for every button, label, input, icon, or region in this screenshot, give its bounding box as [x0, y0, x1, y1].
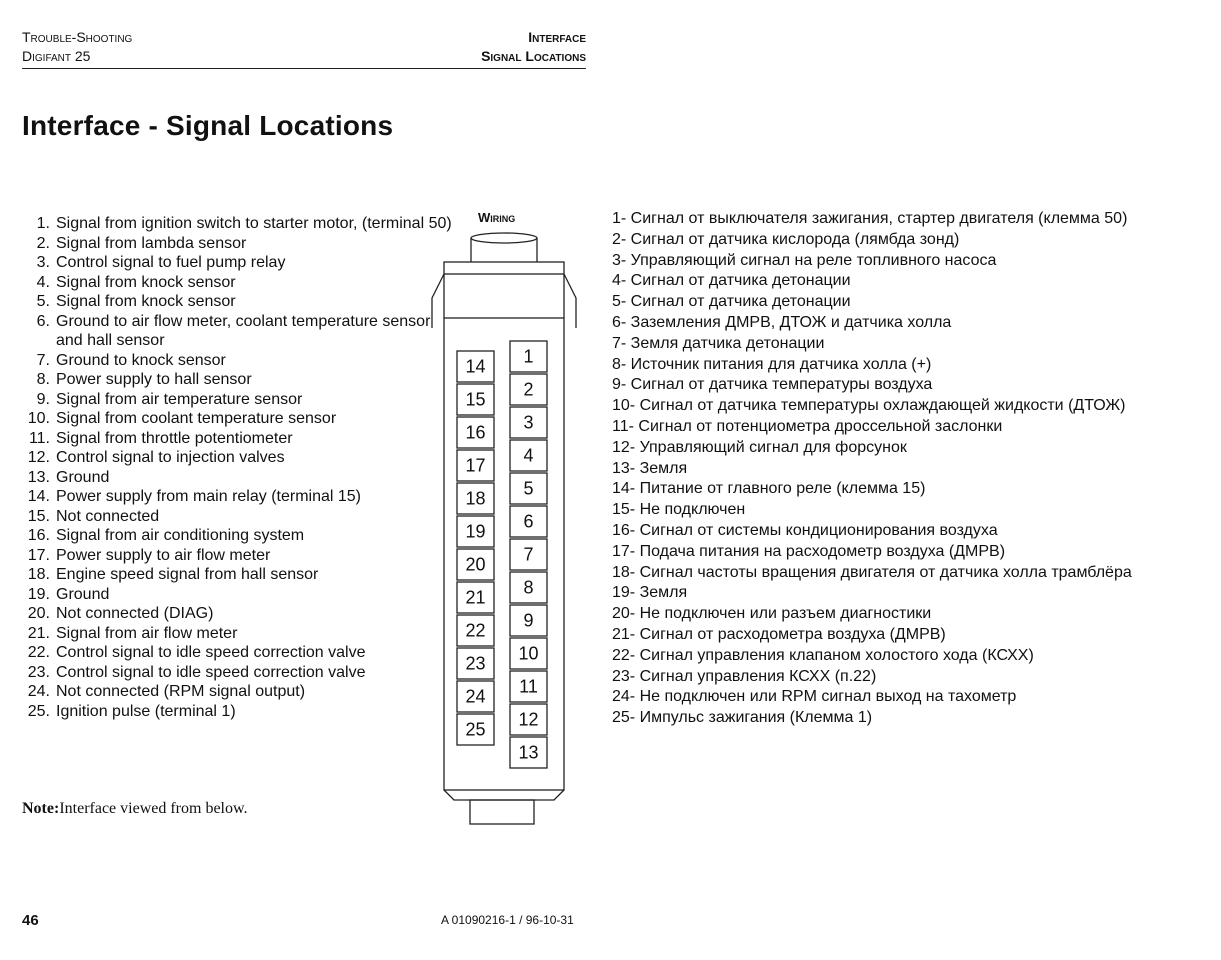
signal-item-ru: 17- Подача питания на расходометр воздуха (ДМРВ): [612, 542, 1006, 560]
signal-item: [22, 585, 452, 605]
signal-item-ru: 18- Сигнал частоты вращения двигателя от датчика холла трамблёра: [612, 563, 1132, 581]
pin: [457, 417, 494, 448]
signal-item-ru: 4- Сигнал от датчика детонации: [612, 272, 851, 290]
pin: [457, 615, 494, 646]
signal-number: 13.: [27, 468, 50, 486]
signal-description: [56, 507, 159, 527]
signal-number: 16.: [27, 527, 50, 544]
pin: [457, 582, 494, 613]
signal-number: 14.: [27, 488, 50, 505]
pin: [510, 407, 547, 438]
signal-description: [56, 624, 237, 644]
header-subtopic: Signal Locations: [481, 48, 586, 64]
pin: [510, 671, 547, 702]
signal-description: [56, 390, 302, 410]
pin-number: 8: [523, 577, 534, 598]
signal-number: 22.: [27, 644, 50, 661]
signal-description: [56, 526, 304, 546]
signal-item: [22, 292, 452, 312]
signal-item: [22, 234, 452, 254]
connector-diagram: [428, 228, 580, 828]
pin-number: 13: [518, 742, 539, 763]
signal-description: [56, 565, 318, 585]
signal-description-line: Signal from knock sensor: [56, 293, 236, 310]
signal-number: 7.: [36, 351, 50, 369]
pin-number: 25: [465, 719, 486, 740]
signal-description-line: Control signal to idle speed correction valve: [56, 644, 366, 661]
note: [22, 800, 248, 818]
pin: [457, 351, 494, 382]
signal-item-ru: 19- Земля: [612, 584, 688, 602]
signal-item-ru: 16- Сигнал от системы кондиционирования воздуха: [612, 521, 998, 539]
signal-item-ru: 22- Сигнал управления клапаном холостого хода (КСХХ): [612, 646, 1034, 664]
signal-item-ru: 11- Сигнал от потенциометра дроссельной заслонки: [612, 417, 1003, 435]
signal-item: [22, 702, 452, 722]
signal-description-line: Power supply to hall sensor: [56, 371, 252, 388]
signal-description: [56, 409, 336, 429]
signal-description-line: Signal from coolant temperature sensor: [56, 410, 337, 427]
signal-number: 18.: [27, 566, 50, 583]
pin-number: 10: [518, 643, 539, 664]
signal-item: [22, 409, 452, 429]
signal-item-ru: 3- Управляющий сигнал на реле топливного насоса: [612, 251, 997, 269]
header-section: Trouble-Shooting: [22, 29, 133, 45]
signal-description: [56, 468, 109, 488]
signal-number: 19.: [27, 585, 50, 603]
pin-number: 3: [523, 412, 534, 433]
signal-description-line: Ground: [56, 585, 110, 603]
pin-number: 16: [465, 422, 486, 443]
page-title: Interface - Signal Locations: [22, 110, 394, 141]
signal-description-line: Signal from air temperature sensor: [56, 390, 303, 408]
signal-list-russian: [612, 209, 1132, 729]
signal-item: [22, 682, 452, 702]
note-text: Interface viewed from below.: [59, 800, 248, 817]
signal-item-ru: 9- Сигнал от датчика температуры воздуха: [612, 376, 933, 394]
signal-item-ru: 14- Питание от главного реле (клемма 15): [612, 480, 926, 498]
signal-description: [56, 253, 285, 273]
signal-description: [56, 234, 246, 254]
pin: [457, 450, 494, 481]
pin: [510, 374, 547, 405]
signal-item-ru: 24- Не подключен или RPM сигнал выход на тахометр: [612, 688, 1017, 706]
signal-item: [22, 351, 452, 371]
signal-number: 10.: [27, 410, 50, 427]
header-left: [22, 28, 132, 66]
signal-number: 5.: [36, 293, 50, 310]
pin-number: 6: [523, 511, 534, 532]
signal-number: 24.: [27, 683, 50, 700]
signal-item-ru: 8- Источник питания для датчика холла (+): [612, 355, 932, 373]
signal-item: [22, 429, 452, 449]
signal-description-line: Signal from ignition switch to starter motor, (terminal 50): [56, 215, 452, 232]
pin: [510, 704, 547, 735]
signal-description-line: Signal from air conditioning system: [56, 527, 305, 544]
document-code: A 01090216-1 / 96-10-31: [441, 913, 574, 927]
signal-number: 4.: [36, 273, 50, 291]
pin-column-left: [457, 351, 494, 745]
pin-number: 22: [465, 620, 486, 641]
signal-item-ru: 10- Сигнал от датчика температуры охлаждающей жидкости (ДТОЖ): [612, 397, 1126, 415]
signal-item-ru: 25- Импульс зажигания (Клемма 1): [612, 709, 873, 727]
signal-description-line: Ignition pulse (terminal 1): [56, 702, 236, 720]
signal-description: [56, 546, 270, 566]
signal-description-line: Signal from lambda sensor: [56, 234, 247, 252]
signal-item: [22, 507, 452, 527]
signal-item: [22, 214, 452, 234]
signal-description: [56, 643, 366, 663]
signal-number: 3.: [36, 254, 50, 271]
pin: [457, 516, 494, 547]
signal-list-english: [22, 214, 452, 721]
header-topic: Interface: [528, 29, 586, 45]
signal-number: 1.: [36, 215, 50, 232]
signal-description-line: Ground to knock sensor: [56, 351, 226, 369]
signal-item: [22, 526, 452, 546]
signal-description: [56, 273, 236, 293]
pin-number: 20: [465, 554, 486, 575]
pin: [457, 681, 494, 712]
signal-item: [22, 487, 452, 507]
signal-number: 21.: [27, 624, 50, 642]
signal-item-ru: 2- Сигнал от датчика кислорода (лямбда зонд): [612, 230, 960, 248]
signal-description: [56, 351, 226, 371]
connector-outline: [432, 233, 576, 824]
pin-number: 1: [523, 346, 534, 367]
pin-number: 18: [465, 488, 486, 509]
signal-description: [56, 214, 452, 234]
signal-item-ru: 23- Сигнал управления КСХХ (п.22): [612, 667, 877, 685]
signal-item: [22, 448, 452, 468]
pin: [510, 737, 547, 768]
header-right: [380, 28, 586, 66]
pin-number: 2: [523, 379, 534, 400]
signal-number: 8.: [36, 371, 50, 388]
signal-number: 9.: [36, 390, 50, 408]
signal-description-line: Power supply to air flow meter: [56, 546, 271, 564]
signal-description: [56, 702, 236, 722]
pin-number: 11: [519, 676, 538, 697]
pin: [457, 483, 494, 514]
signal-number: 11.: [28, 429, 50, 447]
signal-item: [22, 565, 452, 585]
signal-item: [22, 663, 452, 683]
signal-item: [22, 273, 452, 293]
signal-description-line: Signal from throttle potentiometer: [56, 429, 293, 447]
wiring-label: Wiring: [478, 210, 516, 225]
signal-item-ru: 15- Не подключен: [612, 501, 746, 519]
pin: [510, 572, 547, 603]
signal-item-ru: 12- Управляющий сигнал для форсунок: [612, 438, 907, 456]
pin-column-right: [510, 341, 547, 768]
signal-item: [22, 624, 452, 644]
signal-description: [56, 370, 252, 390]
signal-item: [22, 468, 452, 488]
header-rule: [22, 68, 586, 69]
pin-number: 7: [523, 544, 534, 565]
signal-number: 25.: [27, 702, 50, 720]
signal-description-line: Ground: [56, 468, 110, 486]
signal-description-line: Control signal to idle speed correction valve: [56, 663, 366, 681]
pin: [457, 549, 494, 580]
pin-number: 14: [465, 356, 486, 377]
signal-description: [56, 604, 213, 624]
pin: [510, 341, 547, 372]
pin-number: 12: [518, 709, 539, 730]
signal-number: 20.: [27, 605, 50, 622]
pin: [510, 473, 547, 504]
signal-description-line: Signal from air flow meter: [56, 624, 238, 642]
signal-description-line: Engine speed signal from hall sensor: [56, 566, 319, 583]
signal-item: [22, 312, 452, 351]
signal-item-ru: 21- Сигнал от расходометра воздуха (ДМРВ): [612, 625, 946, 643]
signal-description-line: Not connected: [56, 507, 160, 525]
signal-description: [56, 292, 236, 312]
signal-item: [22, 546, 452, 566]
signal-item: [22, 370, 452, 390]
pin-number: 23: [465, 653, 486, 674]
signal-description: [56, 585, 109, 605]
signal-item: [22, 604, 452, 624]
note-label: Note:: [22, 800, 60, 817]
signal-description-line: Signal from knock sensor: [56, 273, 236, 291]
page-number: 46: [22, 912, 39, 929]
pin: [510, 638, 547, 669]
signal-item-ru: 1- Сигнал от выключателя зажигания, стартер двигателя (клемма 50): [612, 210, 1128, 227]
signal-description-line: Not connected (RPM signal output): [56, 683, 306, 700]
pin-number: 9: [523, 610, 534, 631]
signal-description-line: and hall sensor: [56, 332, 165, 349]
signal-item-ru: 6- Заземления ДМРВ, ДТОЖ и датчика холла: [612, 313, 952, 331]
header-subsection: Digifant 25: [22, 48, 91, 64]
pin-number: 21: [465, 587, 486, 608]
pin: [457, 714, 494, 745]
signal-number: 17.: [27, 546, 50, 564]
signal-description-line: Control signal to injection valves: [56, 449, 285, 466]
pin-number: 19: [465, 521, 486, 542]
signal-item: [22, 643, 452, 663]
signal-number: 12.: [27, 449, 50, 466]
pin: [457, 648, 494, 679]
signal-description-line: Control signal to fuel pump relay: [56, 254, 286, 271]
signal-item-ru: 7- Земля датчика детонации: [612, 334, 825, 352]
signal-item-ru: 5- Сигнал от датчика детонации: [612, 293, 851, 311]
signal-description: [56, 487, 361, 507]
pin: [510, 506, 547, 537]
pin: [510, 605, 547, 636]
pin: [510, 539, 547, 570]
signal-item-ru: 20- Не подключен или разъем диагностики: [612, 605, 932, 623]
pin-number: 17: [465, 455, 486, 476]
signal-description: [56, 663, 366, 683]
signal-number: 6.: [36, 312, 50, 330]
signal-item: [22, 253, 452, 273]
signal-item: [22, 390, 452, 410]
signal-item-ru: 13- Земля: [612, 459, 688, 477]
signal-description: [56, 682, 305, 702]
signal-description-line: Ground to air flow meter, coolant temperature sensor: [56, 312, 431, 330]
signal-description-line: Not connected (DIAG): [56, 605, 214, 622]
pin-number: 24: [465, 686, 486, 707]
signal-number: 15.: [27, 507, 50, 525]
signal-number: 2.: [36, 234, 50, 252]
signal-number: 23.: [27, 663, 50, 681]
signal-description: [56, 448, 285, 468]
pin-number: 4: [523, 445, 534, 466]
pin: [510, 440, 547, 471]
signal-description: [56, 312, 430, 351]
signal-description-line: Power supply from main relay (terminal 15): [56, 488, 361, 505]
pin-number: 15: [465, 389, 486, 410]
signal-description: [56, 429, 293, 449]
pin-number: 5: [523, 478, 534, 499]
pin: [457, 384, 494, 415]
